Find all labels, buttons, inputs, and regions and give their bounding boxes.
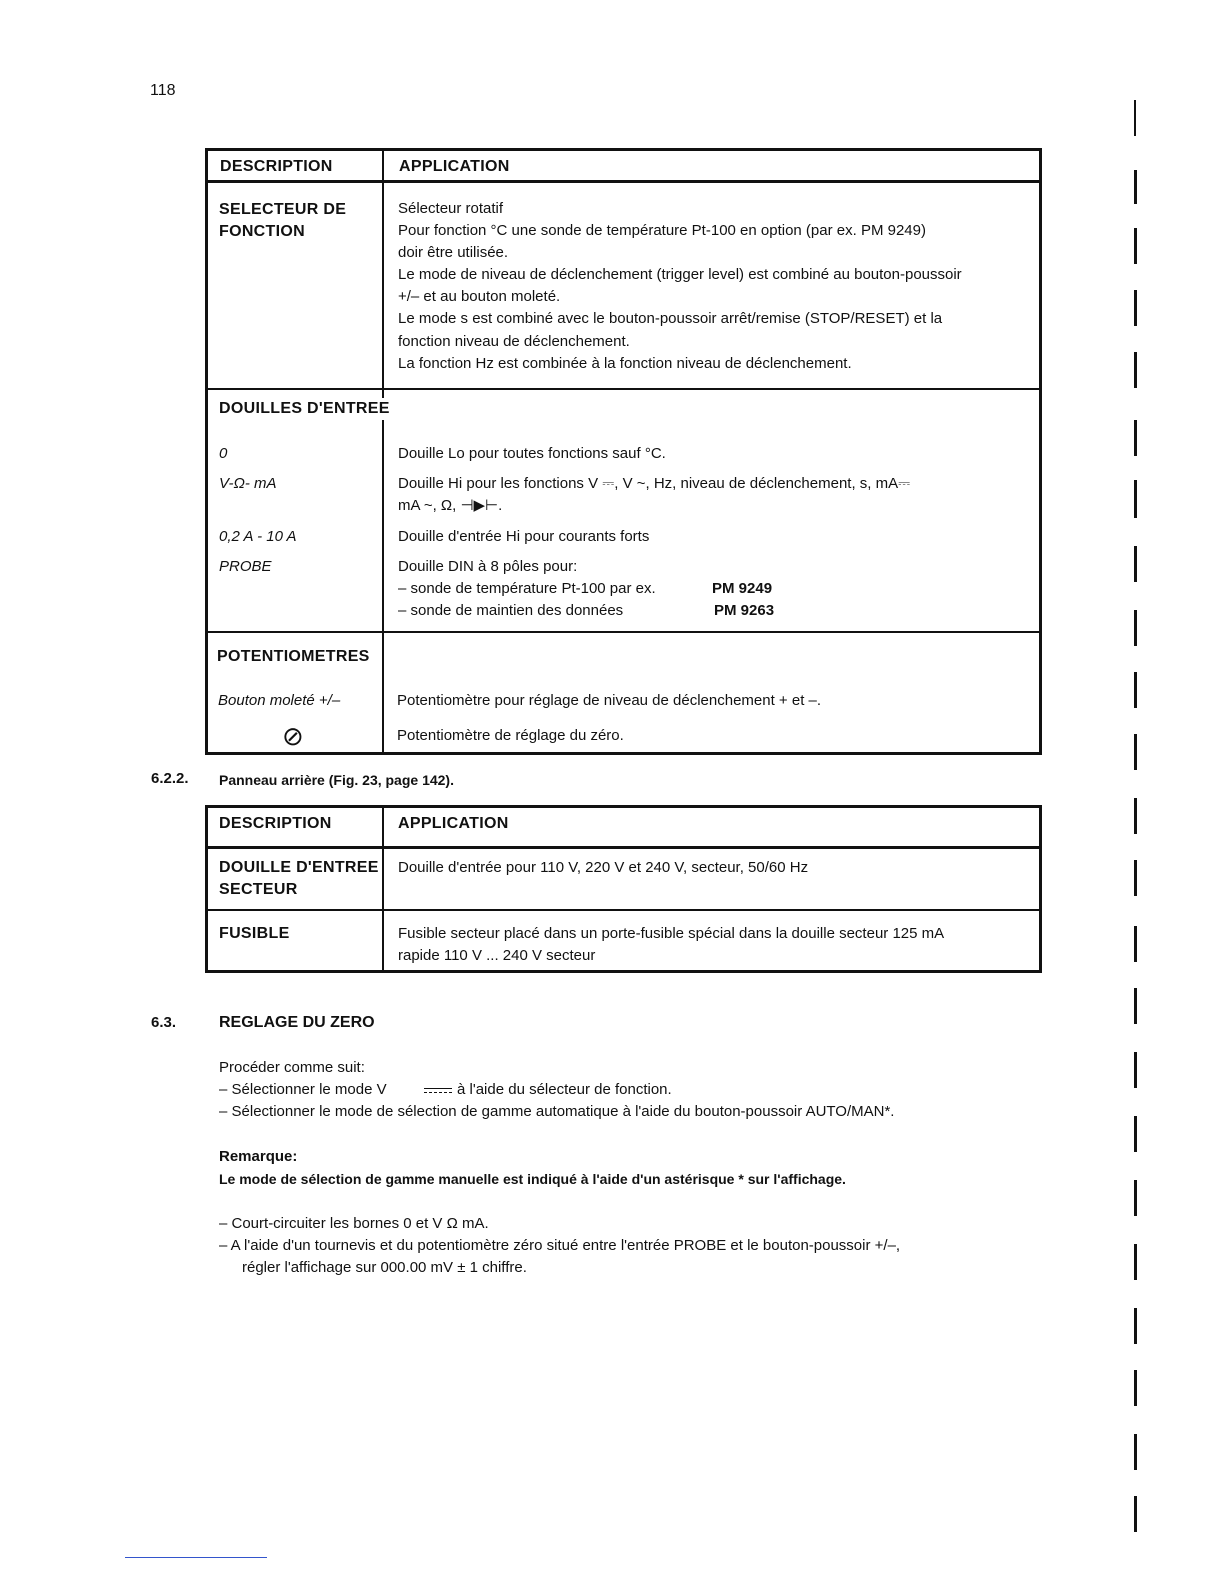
section-title-622: Panneau arrière (Fig. 23, page 142).	[219, 772, 454, 788]
douille-text-0: Douille Lo pour toutes fonctions sauf °C.	[398, 445, 666, 462]
row-divider	[205, 388, 1042, 390]
potentiometres-title: POTENTIOMETRES	[217, 648, 370, 665]
probe-item-2: – sonde de maintien des données	[398, 602, 624, 619]
change-bar	[1134, 672, 1137, 708]
change-bar	[1134, 926, 1137, 962]
change-bar	[1134, 1180, 1137, 1216]
procedure-step-1b: à l'aide du sélecteur de fonction.	[457, 1081, 672, 1098]
change-bar	[1134, 1434, 1137, 1470]
probe-item-1: – sonde de température Pt-100 par ex.	[398, 580, 656, 597]
probe-item-1-code: PM 9249	[712, 580, 773, 597]
change-bar	[1134, 352, 1137, 388]
change-bar	[1134, 1370, 1137, 1406]
change-bar	[1134, 546, 1137, 582]
selecteur-line-1: Sélecteur rotatif	[398, 200, 504, 217]
table1-header-application: APPLICATION	[399, 158, 510, 175]
section-number-622: 6.2.2.	[151, 770, 189, 787]
douille-secteur-label-1: DOUILLE D'ENTREE	[219, 857, 381, 879]
selecteur-line-5: +/– et au bouton moleté.	[398, 288, 561, 305]
change-bar	[1134, 610, 1137, 646]
change-bar	[1134, 228, 1137, 264]
procedure-step-3: – Court-circuiter les bornes 0 et V Ω mA.	[219, 1215, 489, 1232]
procedure-step-4b: régler l'affichage sur 000.00 mV ± 1 chiffre.	[242, 1259, 527, 1276]
table2-header-description: DESCRIPTION	[219, 815, 332, 832]
fusible-text-1: Fusible secteur placé dans un porte-fusible spécial dans la douille secteur 125 mA	[398, 925, 945, 942]
row-divider	[205, 909, 1042, 911]
selecteur-line-2: Pour fonction °C une sonde de température Pt-100 en option (par ex. PM 9249)	[398, 222, 926, 239]
procedure-step-2: – Sélectionner le mode de sélection de gamme automatique à l'aide du bouton-poussoir AUTO/MAN*.	[219, 1103, 895, 1120]
zero-adjust-icon: ⊘	[282, 721, 304, 751]
change-bar	[1134, 170, 1137, 204]
footer-rule	[125, 1557, 267, 1558]
table2-header-application: APPLICATION	[398, 815, 509, 832]
douille-label-1: V-Ω- mA	[219, 475, 277, 492]
procedure-step-1a: – Sélectionner le mode V	[219, 1081, 387, 1098]
procedure-intro: Procéder comme suit:	[219, 1059, 365, 1076]
potentiometre-text-0: Potentiomètre pour réglage de niveau de déclenchement + et –.	[397, 692, 822, 709]
douilles-title: DOUILLES D'ENTREE	[219, 398, 392, 420]
table-divider	[205, 846, 1042, 849]
dc-symbol-icon	[424, 1088, 452, 1094]
selecteur-label-2: FONCTION	[219, 223, 305, 240]
change-bar	[1134, 1496, 1137, 1532]
douille-text-2: Douille d'entrée Hi pour courants forts	[398, 528, 650, 545]
change-bar	[1134, 1308, 1137, 1344]
column-divider	[382, 805, 384, 973]
selecteur-line-4: Le mode de niveau de déclenchement (trigger level) est combiné au bouton-poussoir	[398, 266, 962, 283]
selecteur-line-8: La fonction Hz est combinée à la fonction niveau de déclenchement.	[398, 355, 852, 372]
douille-secteur-text: Douille d'entrée pour 110 V, 220 V et 240 V, secteur, 50/60 Hz	[398, 859, 809, 876]
change-bar	[1134, 1116, 1137, 1152]
page-number: 118	[150, 82, 176, 99]
change-bar	[1134, 860, 1137, 896]
change-bar	[1134, 480, 1137, 518]
table1-header-description: DESCRIPTION	[220, 158, 333, 175]
douille-text-1b: mA ~, Ω, ⊣▶⊢.	[398, 497, 503, 514]
selecteur-line-6: Le mode s est combiné avec le bouton-poussoir arrêt/remise (STOP/RESET) et la	[398, 310, 943, 327]
change-bar	[1134, 1244, 1137, 1280]
selecteur-label-1: SELECTEUR DE	[219, 201, 347, 218]
change-bar	[1134, 734, 1137, 770]
change-bar	[1134, 798, 1137, 834]
douille-text-3: Douille DIN à 8 pôles pour:	[398, 558, 578, 575]
selecteur-line-7: fonction niveau de déclenchement.	[398, 333, 630, 350]
selecteur-line-3: doir être utilisée.	[398, 244, 509, 261]
potentiometre-label-0: Bouton moleté +/–	[218, 692, 341, 709]
douille-label-3: PROBE	[219, 558, 272, 575]
change-bar	[1134, 988, 1137, 1024]
douille-label-0: 0	[219, 445, 228, 462]
douille-text-1: Douille Hi pour les fonctions V ⎓, V ~, Hz, niveau de déclenchement, s, mA⎓	[398, 475, 911, 492]
change-bar	[1134, 420, 1137, 456]
douille-label-2: 0,2 A - 10 A	[219, 528, 297, 545]
table-divider	[205, 180, 1042, 183]
fusible-label: FUSIBLE	[219, 925, 290, 942]
probe-item-2-code: PM 9263	[714, 602, 775, 619]
remark-text: Le mode de sélection de gamme manuelle est indiqué à l'aide d'un astérisque * sur l'affichage.	[219, 1171, 846, 1187]
remark-title: Remarque:	[219, 1148, 298, 1165]
column-divider	[382, 148, 384, 755]
change-bar	[1134, 290, 1137, 326]
section-number-63: 6.3.	[151, 1014, 177, 1031]
potentiometre-text-1: Potentiomètre de réglage du zéro.	[397, 727, 624, 744]
change-bar	[1134, 1052, 1137, 1088]
row-divider	[205, 631, 1042, 633]
procedure-step-4a: – A l'aide d'un tournevis et du potentiomètre zéro situé entre l'entrée PROBE et le bouton-poussoir +/–,	[219, 1237, 901, 1254]
fusible-text-2: rapide 110 V ... 240 V secteur	[398, 947, 596, 964]
section-title-63: REGLAGE DU ZERO	[219, 1014, 375, 1031]
change-bar	[1134, 100, 1136, 136]
douille-secteur-label-2: SECTEUR	[219, 881, 298, 898]
